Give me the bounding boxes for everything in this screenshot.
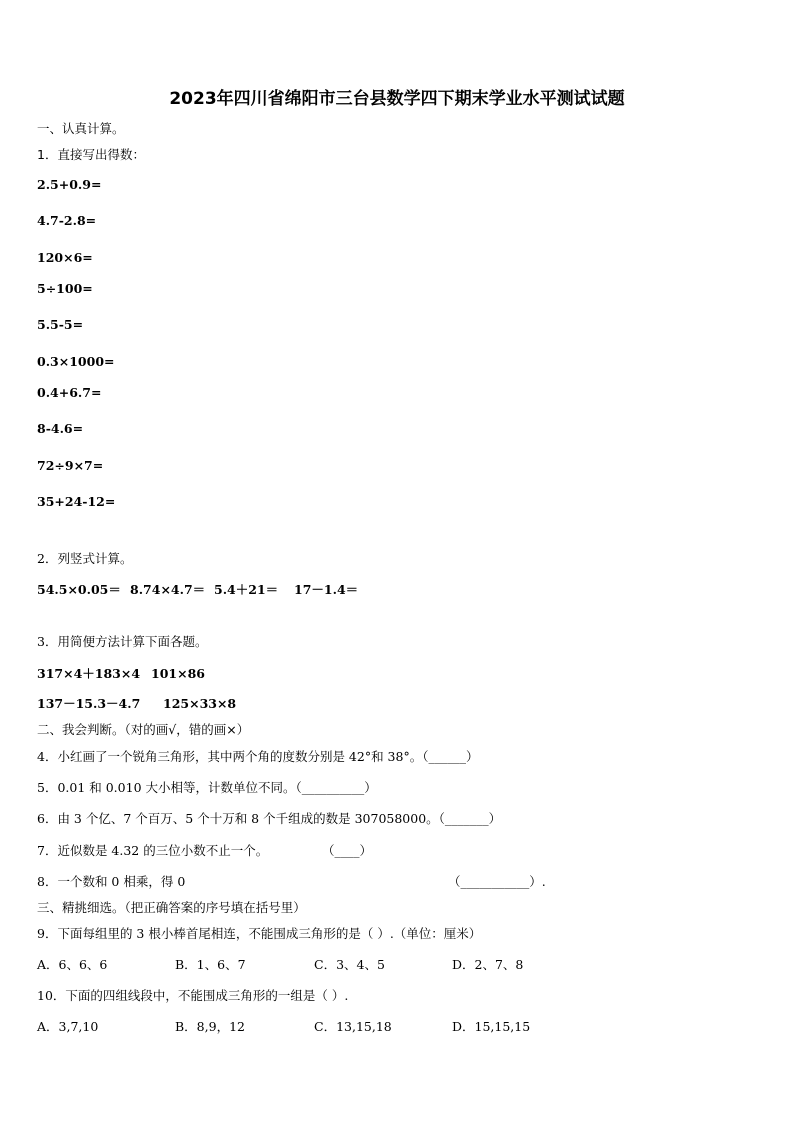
calc-item: 8-4.6=: [37, 421, 84, 436]
question-10-option-b: B．8,9，12: [175, 1019, 245, 1034]
question-4: 4．小红画了一个锐角三角形，其中两个角的度数分别是 42°和 38°。（______）: [37, 749, 479, 764]
calc-item: 0.3×1000=: [37, 354, 115, 369]
section-1-heading: 一、认真计算。: [37, 121, 125, 136]
simplify-item: 125×33×8: [163, 696, 237, 711]
section-2-heading: 二、我会判断。（对的画√，错的画×）: [37, 722, 250, 737]
calc-item: 4.7-2.8=: [37, 213, 97, 228]
question-6: 6．由 3 个亿、7 个百万、5 个十万和 8 个千组成的数是 307058000。（_______）: [37, 811, 502, 826]
question-10: 10．下面的四组线段中，不能围成三角形的一组是（ ）.: [37, 988, 349, 1003]
page-title: 2023年四川省绵阳市三台县数学四下期末学业水平测试试题: [169, 89, 625, 109]
calc-item: 72÷9×7=: [37, 458, 104, 473]
question-9: 9．下面每组里的 3 根小棒首尾相连，不能围成三角形的是（ ）.（单位：厘米）: [37, 926, 482, 941]
question-5: 5．0.01 和 0.010 大小相等，计数单位不同。（__________）: [37, 780, 377, 795]
question-9-option-d: D．2、7、8: [452, 957, 524, 972]
question-10-option-a: A．3,7,10: [37, 1019, 99, 1034]
question-8-answer-blank: （___________）.: [448, 874, 546, 889]
question-8: 8．一个数和 0 相乘，得 0: [37, 874, 186, 889]
calc-item: 120×6=: [37, 250, 93, 265]
question-10-option-d: D．15,15,15: [452, 1019, 531, 1034]
simplify-item: 317×4＋183×4: [37, 666, 141, 681]
vertical-calc-item: 54.5×0.05＝: [37, 582, 121, 597]
question-9-option-a: A．6、6、6: [37, 957, 108, 972]
calc-item: 0.4+6.7=: [37, 385, 102, 400]
question-3-label: 3．用简便方法计算下面各题。: [37, 634, 208, 649]
question-7: 7．近似数是 4.32 的三位小数不止一个。: [37, 843, 269, 858]
question-2-label: 2．列竖式计算。: [37, 551, 133, 566]
vertical-calc-item: 17－1.4＝: [294, 582, 359, 597]
calc-item: 5÷100=: [37, 281, 93, 296]
calc-item: 35+24-12=: [37, 494, 116, 509]
calc-item: 5.5-5=: [37, 317, 84, 332]
question-7-answer-blank: （____）: [322, 843, 373, 858]
section-3-heading: 三、精挑细选。（把正确答案的序号填在括号里）: [37, 900, 306, 915]
simplify-item: 101×86: [151, 666, 205, 681]
question-1-label: 1．直接写出得数：: [37, 147, 145, 162]
calc-item: 2.5+0.9=: [37, 177, 102, 192]
vertical-calc-item: 5.4＋21＝: [214, 582, 279, 597]
question-9-option-c: C．3、4、5: [314, 957, 385, 972]
simplify-item: 137－15.3－4.7: [37, 696, 141, 711]
vertical-calc-item: 8.74×4.7＝: [130, 582, 206, 597]
question-9-option-b: B．1、6、7: [175, 957, 246, 972]
question-10-option-c: C．13,15,18: [314, 1019, 392, 1034]
